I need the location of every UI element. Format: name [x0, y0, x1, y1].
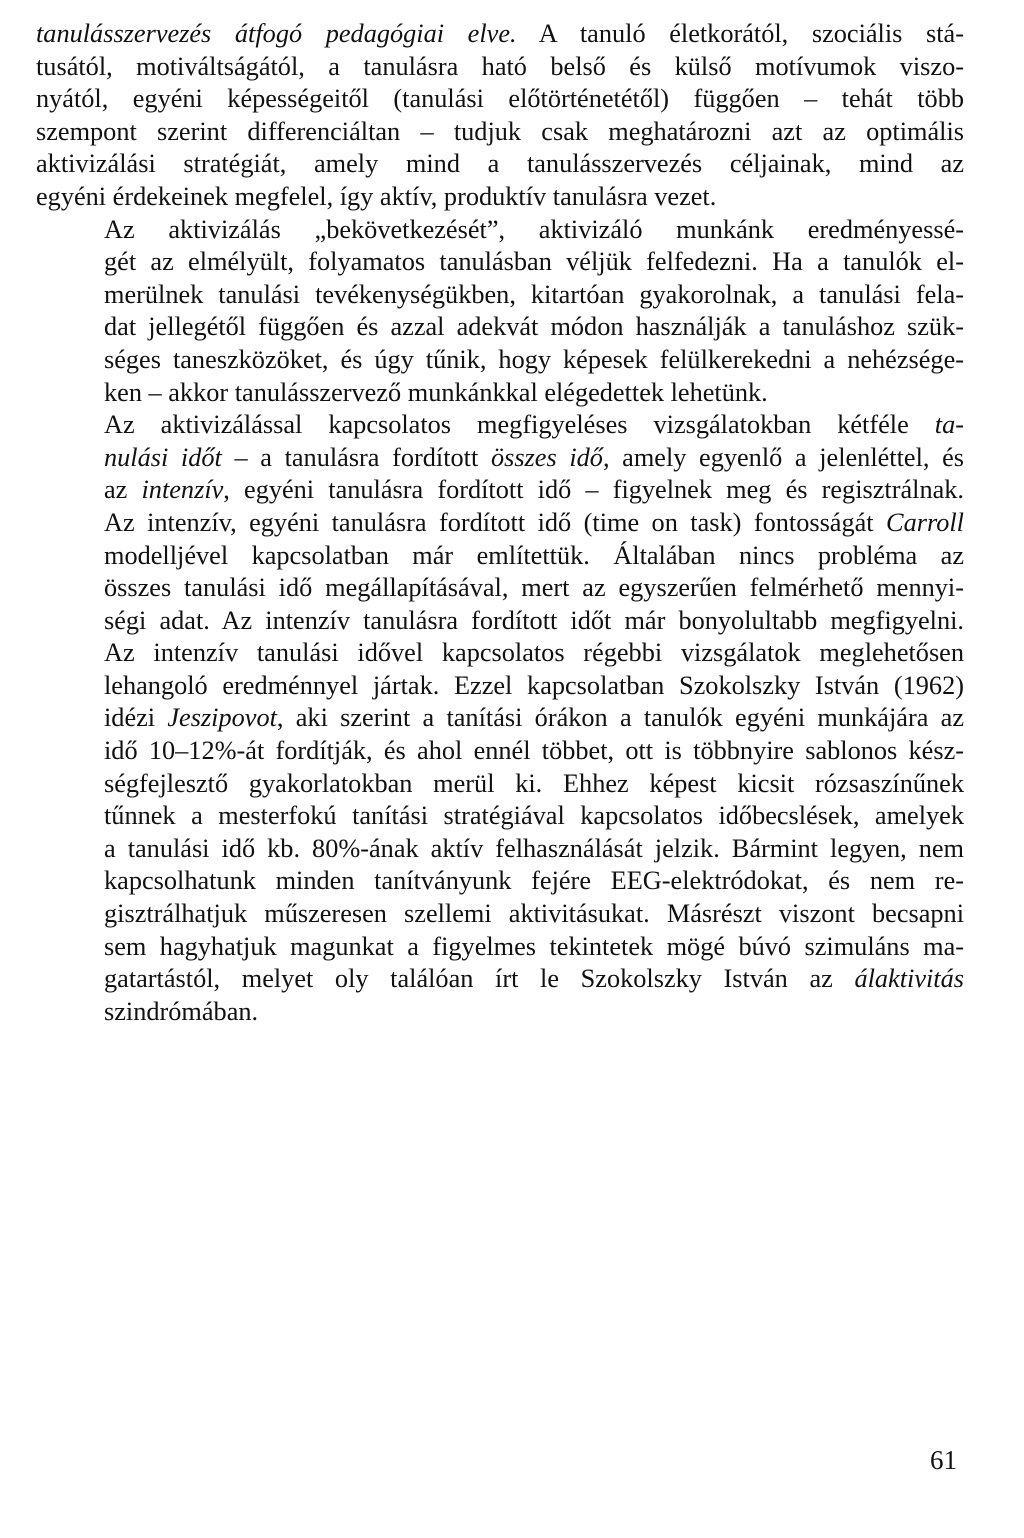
italic-text: álaktivitás	[854, 964, 964, 994]
text-run: a tanulási idő kb. 80%-ának aktív felhasználását jelzik. Bármint legyen, nem	[104, 833, 964, 863]
text-line	[36, 116, 964, 149]
document-page	[36, 18, 964, 1028]
text-line	[36, 344, 964, 377]
text-run: lehangoló eredménnyel jártak. Ezzel kapcsolatban Szokolszky István (1962)	[104, 670, 964, 700]
text-line	[36, 735, 964, 768]
text-line	[36, 605, 964, 638]
text-line	[36, 51, 964, 84]
text-line	[36, 83, 964, 116]
text-line	[36, 409, 964, 442]
text-run: idő 10–12%-át fordítják, és ahol ennél többet, ott is többnyire sablonos kész-	[104, 736, 964, 766]
text-line	[36, 865, 964, 898]
text-run: ségi adat. Az intenzív tanulásra fordított időt már bonyolultabb megfigyelni.	[104, 605, 964, 635]
text-run: séges taneszközöket, és úgy tűnik, hogy képesek felülkerekedni a nehézsége-	[104, 344, 964, 374]
text-run: gét az elmélyült, folyamatos tanulásban véljük felfedezni. Ha a tanulók el-	[104, 247, 964, 277]
italic-text: intenzív	[141, 475, 224, 505]
text-line	[36, 246, 964, 279]
paragraph-1	[36, 18, 964, 214]
text-run: , egyéni tanulásra fordított idő – figyelnek meg és regisztrálnak.	[223, 475, 964, 505]
text-line	[36, 996, 964, 1029]
text-run: idézi	[104, 703, 168, 733]
text-run: kapcsolhatunk minden tanítványunk fejére EEG-elektródokat, és nem re-	[104, 866, 964, 896]
text-line	[36, 898, 964, 931]
text-line	[36, 768, 964, 801]
text-run: ségfejlesztő gyakorlatokban merül ki. Ehhez képest kicsit rózsaszínűnek	[104, 768, 964, 798]
text-line	[36, 181, 964, 214]
text-line	[36, 474, 964, 507]
text-line	[36, 702, 964, 735]
text-run: összes tanulási idő megállapításával, mert az egyszerűen felmérhető mennyi-	[104, 573, 964, 603]
text-line	[36, 279, 964, 312]
text-run: aktivizálási stratégiát, amely mind a tanulásszervezés céljainak, mind az	[36, 149, 964, 179]
text-run: , amely egyenlő a jelenléttel, és	[602, 442, 965, 472]
italic-text: Jeszipovot	[167, 703, 277, 733]
italic-text: ta-	[934, 410, 964, 440]
text-line	[36, 572, 964, 605]
text-run: az	[104, 475, 142, 505]
text-run: szempont szerint differenciáltan – tudjuk csak meghatározni azt az optimális	[36, 116, 964, 146]
text-run: Az aktivizálás „bekövetkezését”, aktivizáló munkánk eredményessé-	[104, 214, 964, 244]
text-line	[36, 540, 964, 573]
text-run: A tanuló életkorától, szociális stá-	[516, 19, 964, 48]
text-run: merülnek tanulási tevékenységükben, kitartóan gyakorolnak, a tanulási fela-	[104, 279, 964, 309]
text-line	[36, 637, 964, 670]
text-run: tűnnek a mesterfokú tanítási stratégiával kapcsolatos időbecslések, amelyek	[104, 801, 964, 831]
paragraph-3	[36, 409, 964, 1028]
italic-text: összes idő	[490, 442, 603, 472]
text-run: egyéni érdekeinek megfelel, így aktív, produktív tanulásra vezet.	[36, 181, 717, 211]
text-run: – a tanulásra fordított	[221, 442, 491, 472]
text-run: Az intenzív, egyéni tanulásra fordított idő (time on task) fontosságát	[104, 507, 887, 537]
text-line	[36, 507, 964, 540]
text-line	[36, 833, 964, 866]
text-run: gisztrálhatjuk műszeresen szellemi aktivitásukat. Másrészt viszont becsapni	[104, 899, 964, 929]
text-line	[36, 800, 964, 833]
text-run: tusától, motiváltságától, a tanulásra ható belső és külső motívumok viszo-	[36, 51, 964, 81]
text-run: ken – akkor tanulásszervező munkánkkal elégedettek lehetünk.	[104, 377, 768, 407]
text-line	[36, 214, 964, 247]
text-run: Az intenzív tanulási idővel kapcsolatos régebbi vizsgálatok meglehetősen	[104, 638, 964, 668]
text-line	[36, 442, 964, 475]
text-run: szindrómában.	[104, 996, 259, 1026]
paragraph-2	[36, 214, 964, 410]
italic-text: nulási időt	[104, 442, 222, 472]
text-line	[36, 148, 964, 181]
text-line	[36, 963, 964, 996]
text-run: sem hagyhatjuk magunkat a figyelmes tekintetek mögé búvó szimuláns ma-	[104, 931, 964, 961]
text-run: modelljével kapcsolatban már említettük. Általában nincs probléma az	[104, 540, 964, 570]
text-run: gatartástól, melyet oly találóan írt le Szokolszky István az	[104, 964, 855, 994]
text-line	[36, 931, 964, 964]
text-run: Az aktivizálással kapcsolatos megfigyeléses vizsgálatokban kétféle	[104, 410, 935, 440]
text-line	[36, 18, 964, 51]
text-line	[36, 670, 964, 703]
text-run: nyától, egyéni képességeitől (tanulási előtörténetétől) függően – tehát több	[36, 84, 964, 114]
text-run: , aki szerint a tanítási órákon a tanulók egyéni munkájára az	[276, 703, 964, 733]
italic-text: Carroll	[886, 507, 964, 537]
text-line	[36, 377, 964, 410]
text-line	[36, 311, 964, 344]
italic-text: tanulásszervezés átfogó pedagógiai elve.	[36, 19, 517, 48]
page-number: 61	[930, 1445, 957, 1475]
text-run: dat jellegétől függően és azzal adekvát módon használják a tanuláshoz szük-	[104, 312, 964, 342]
